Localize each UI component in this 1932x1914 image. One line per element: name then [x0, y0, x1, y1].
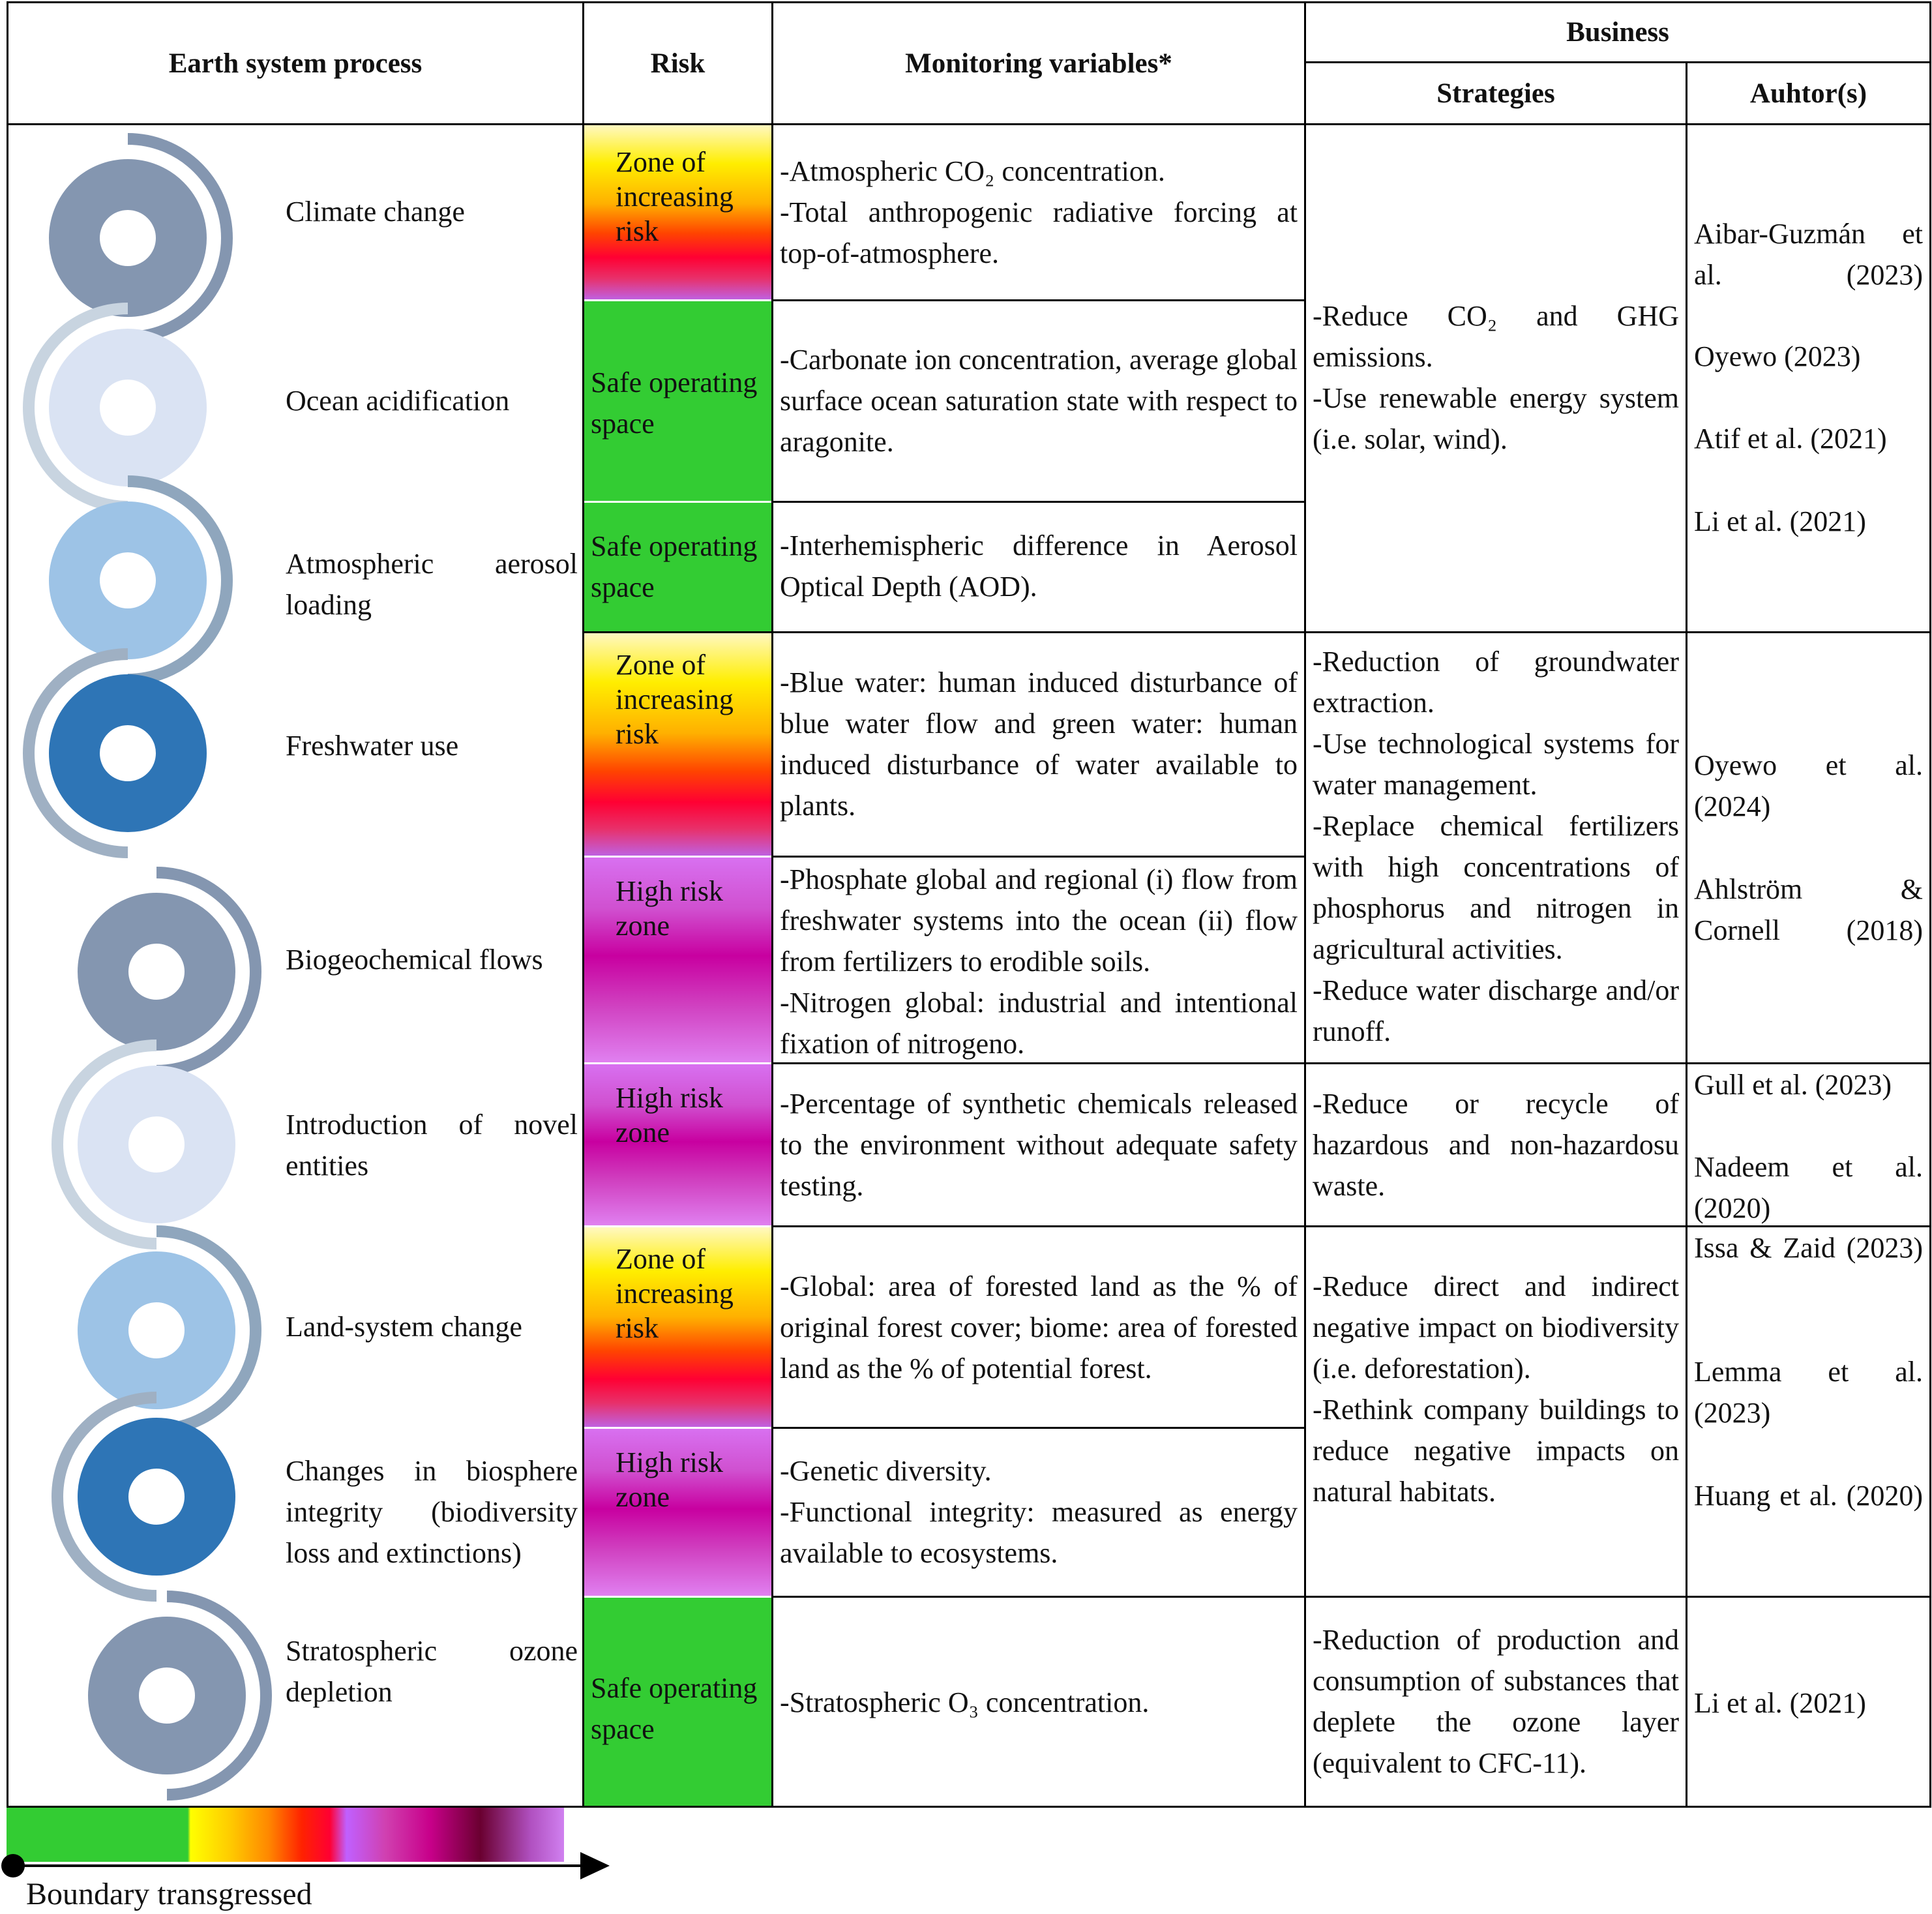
monitoring-line: -Total anthropogenic radiative forcing at top-of-atmosphere. — [780, 196, 1298, 269]
process-biosphere-integrity: Changes in biosphere integrity (biodiversity loss and extinctions) — [286, 1455, 578, 1569]
strategy-line: -Use renewable energy system (i.e. solar, wind). — [1313, 382, 1679, 455]
strategy-line: -Reduce or recycle of hazardous and non-hazardosu waste. — [1313, 1088, 1679, 1202]
header-strategies: Strategies — [1436, 78, 1555, 109]
strategy-line: -Replace chemical fertilizers with high concentrations of phosphorus and nitrogen in agricultural activities. — [1313, 810, 1679, 965]
author-entry: Atif et al. (2021) — [1694, 423, 1887, 455]
risk-label: Zone of increasing risk — [616, 146, 734, 247]
author-entry: Li et al. (2021) — [1694, 505, 1866, 537]
monitoring-freshwater-use — [773, 662, 1304, 826]
risk-label: High risk zone — [616, 1446, 723, 1513]
monitoring-biosphere-integrity — [773, 1450, 1304, 1574]
monitoring-line: -Nitrogen global: industrial and intentional fixation of nitrogeno. — [780, 987, 1298, 1060]
monitoring-line: -Percentage of synthetic chemicals released to the environment without adequate safety testing. — [780, 1088, 1298, 1202]
author-entry: Gull et al. (2023) — [1694, 1069, 1892, 1101]
author-entry: Li et al. (2021) — [1694, 1687, 1866, 1719]
process-land-system-change: Land-system change — [286, 1311, 522, 1343]
author-entry: Ahlström & Cornell (2018) — [1694, 873, 1923, 946]
author-entry: Aibar-Guzmán et al. (2023) — [1694, 218, 1923, 291]
strategy-line: -Reduce direct and indirect negative impact on biodiversity (i.e. deforestation). — [1313, 1270, 1679, 1384]
header-risk: Risk — [650, 48, 706, 79]
process-ocean-acidification: Ocean acidification — [286, 385, 510, 417]
monitoring-line: -Phosphate global and regional (i) flow from freshwater systems into the ocean (ii) flow from fertilizers to erodible soils. — [780, 863, 1298, 978]
author-entry: Oyewo (2023) — [1694, 340, 1861, 372]
monitoring-line: -Stratospheric O₃ concentration. — [780, 1686, 1150, 1718]
monitoring-ozone-depletion — [773, 1682, 1304, 1723]
process-climate-change: Climate change — [286, 196, 465, 228]
monitoring-land-system-change — [773, 1266, 1304, 1389]
author-entry: Lemma et al. (2023) — [1694, 1356, 1923, 1429]
strategies-group-3 — [1306, 1083, 1686, 1206]
process-biogeochemical-flows: Biogeochemical flows — [286, 944, 543, 976]
author-entry: Oyewo et al. (2024) — [1694, 749, 1923, 822]
monitoring-line: -Functional integrity: measured as energy available to ecosystems. — [780, 1496, 1298, 1569]
risk-label: Zone of increasing risk — [616, 649, 734, 750]
monitoring-line: -Global: area of forested land as the % of original forest cover; biome: area of forested land as the % of potential forest. — [780, 1270, 1298, 1384]
process-ozone-depletion: Stratospheric ozone depletion — [286, 1635, 578, 1708]
risk-label: Safe operating space — [591, 530, 758, 603]
monitoring-line: -Carbonate ion concentration, average global surface ocean saturation state with respect to aragonite. — [780, 344, 1298, 458]
process-atmospheric-aerosol-loading: Atmospheric aerosol loading — [286, 548, 578, 621]
process-novel-entities: Introduction of novel entities — [286, 1109, 578, 1182]
authors-column — [1687, 125, 1929, 1806]
strategy-line: -Rethink company buildings to reduce negative impacts on natural habitats. — [1313, 1394, 1679, 1508]
monitoring-climate-change — [773, 151, 1304, 274]
strategies-group-5 — [1306, 1619, 1686, 1784]
strategies-group-4 — [1306, 1266, 1686, 1512]
monitoring-novel-entities — [773, 1083, 1304, 1206]
header-earth-system-process: Earth system process — [168, 48, 423, 79]
monitoring-biogeochemical-flows — [773, 859, 1304, 1064]
monitoring-aerosol-loading — [773, 525, 1304, 607]
monitoring-line: -Blue water: human induced disturbance of blue water flow and green water: human induced disturbance of water available to plants. — [780, 666, 1298, 822]
legend-label: Boundary transgressed — [26, 1877, 312, 1911]
risk-label: High risk zone — [616, 875, 723, 942]
monitoring-line: -Atmospheric CO₂ concentration. — [780, 155, 1165, 187]
strategy-line: -Use technological systems for water management. — [1313, 728, 1679, 801]
author-entry: Huang et al. (2020) — [1694, 1480, 1923, 1512]
author-entry: Issa & Zaid (2023) — [1694, 1232, 1923, 1264]
risk-label: Safe operating space — [591, 366, 758, 440]
header-business: Business — [1566, 17, 1669, 48]
strategy-line: -Reduce water discharge and/or runoff. — [1313, 974, 1679, 1047]
strategies-group-2 — [1306, 641, 1686, 1052]
strategies-group-1 — [1306, 295, 1686, 460]
monitoring-ocean-acidification — [773, 339, 1304, 462]
author-entry: Nadeem et al. (2020) — [1694, 1151, 1923, 1224]
header-authors: Auhtor(s) — [1749, 78, 1867, 109]
strategy-line: -Reduction of production and consumption of substances that deplete the ozone layer (equivalent to CFC-11). — [1313, 1624, 1679, 1779]
risk-label: Safe operating space — [591, 1672, 758, 1745]
strategy-line: -Reduce CO₂ and GHG emissions. — [1313, 300, 1679, 373]
strategy-line: -Reduction of groundwater extraction. — [1313, 646, 1679, 719]
header-monitoring-variables: Monitoring variables* — [905, 48, 1172, 79]
monitoring-line: -Interhemispheric difference in Aerosol Optical Depth (AOD). — [780, 530, 1298, 603]
risk-label: Zone of increasing risk — [616, 1243, 734, 1344]
risk-label: High risk zone — [616, 1082, 723, 1148]
process-freshwater-use: Freshwater use — [286, 730, 459, 762]
monitoring-line: -Genetic diversity. — [780, 1455, 992, 1487]
legend-arrow — [0, 0, 626, 1913]
